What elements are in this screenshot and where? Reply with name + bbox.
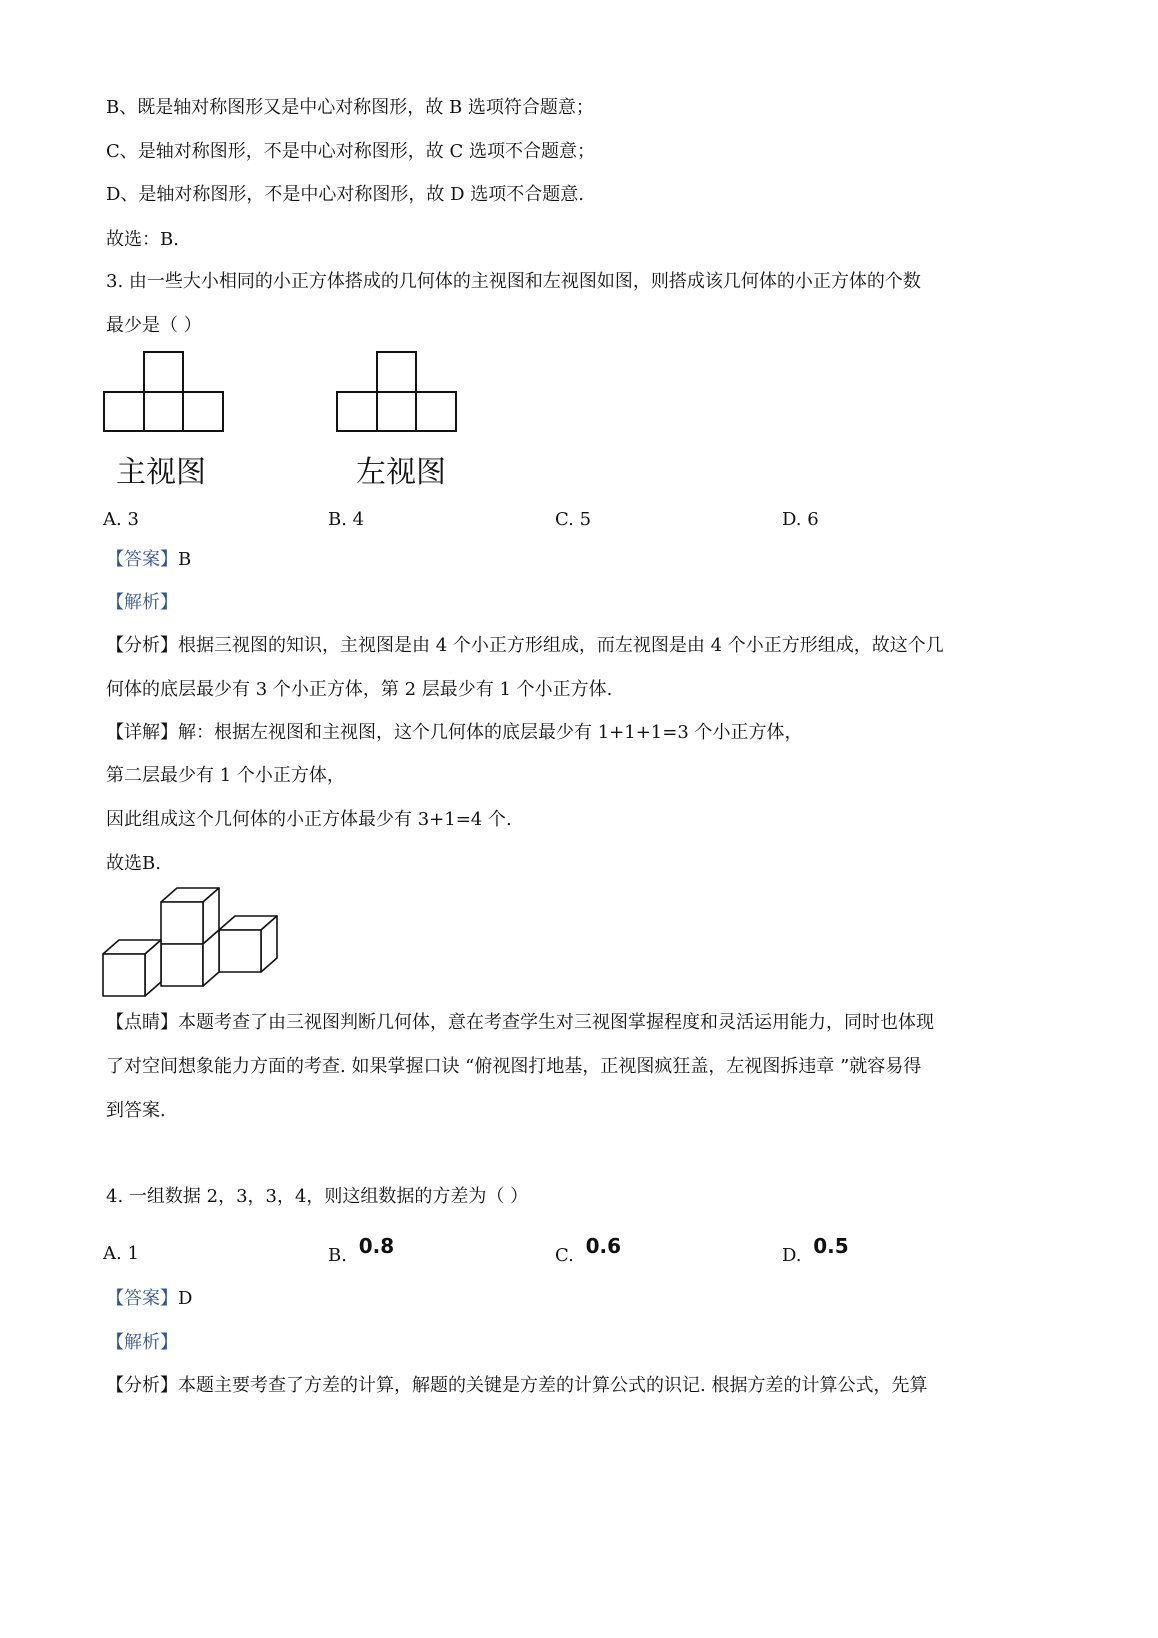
jiexi-tag: 【解析】 (106, 1332, 178, 1353)
q3-xiangjie-line1 (106, 721, 803, 745)
q3-xiangjie-line3: 因此组成这个几何体的小正方体最少有 3+1=4 个. (106, 809, 512, 830)
q2-option-b-explanation: B、既是轴对称图形又是中心对称图形，故 B 选项符合题意； (106, 97, 594, 118)
q3-option-a: A. 3 (103, 509, 139, 530)
q3-stem-line1: 3. 由一些大小相同的小正方体搭成的几何体的主视图和左视图如图，则搭成该几何体的小正方体的个数 (106, 271, 921, 292)
q2-option-d-explanation: D、是轴对称图形，不是中心对称图形，故 D 选项不合题意. (106, 184, 585, 205)
dianjing-tag: 【点睛】 (106, 1012, 178, 1033)
q3-option-b: B. 4 (328, 509, 365, 530)
front-view-figure (103, 351, 225, 433)
q2-conclusion: 故选：B. (106, 229, 179, 250)
q3-jiexi-line (106, 591, 178, 615)
xiangjie-tag: 【详解】 (106, 722, 178, 743)
q2-option-c-explanation: C、是轴对称图形，不是中心对称图形，故 C 选项不合题意； (106, 141, 595, 162)
q4-stem: 4. 一组数据 2，3，3，4，则这组数据的方差为（ ） (106, 1186, 529, 1207)
q3-dianjing-line3: 到答案. (106, 1100, 166, 1121)
answer-tag: 【答案】 (106, 1288, 178, 1309)
q3-dianjing-line1 (106, 1011, 934, 1035)
q4-option-c-label: C. (555, 1245, 574, 1266)
q4-option-c-value: 0.6 (585, 1234, 622, 1258)
fenxi-tag: 【分析】 (106, 635, 178, 656)
q3-dianjing-line2: 了对空间想象能力方面的考查. 如果掌握口诀 “俯视图打地基，正视图疯狂盖，左视图拆违章 ”就容易得 (106, 1056, 922, 1077)
q3-stem-line2: 最少是（ ） (106, 315, 202, 336)
q4-option-b-label: B. (328, 1245, 347, 1266)
fenxi-text: 本题主要考查了方差的计算，解题的关键是方差的计算公式的识记. 根据方差的计算公式，先算 (178, 1375, 928, 1396)
q4-option-b-value: 0.8 (358, 1234, 395, 1258)
q3-fenxi-line2: 何体的底层最少有 3 个小正方体，第 2 层最少有 1 个小正方体. (106, 679, 613, 700)
q3-option-c: C. 5 (555, 509, 592, 530)
q4-option-c (555, 1234, 622, 1268)
fenxi-text: 根据三视图的知识，主视图是由 4 个小正方形组成，而左视图是由 4 个小正方形组成，故这个几 (178, 635, 944, 656)
front-view-caption: 主视图 (116, 455, 206, 490)
q4-option-b (328, 1234, 395, 1268)
q4-jiexi-line (106, 1331, 178, 1355)
cubes-3d-figure (101, 886, 283, 996)
q3-fenxi-line1 (106, 634, 944, 658)
q3-option-d: D. 6 (782, 509, 819, 530)
left-view-caption: 左视图 (356, 455, 446, 490)
q3-xiangjie-line4: 故选B. (106, 853, 161, 874)
q4-answer-line (106, 1287, 192, 1311)
fenxi-tag: 【分析】 (106, 1375, 178, 1396)
left-view-figure (336, 351, 458, 433)
q3-answer-line (106, 548, 191, 572)
dianjing-text: 本题考查了由三视图判断几何体，意在考查学生对三视图掌握程度和灵活运用能力，同时也体现 (178, 1012, 934, 1033)
xiangjie-text: 解：根据左视图和主视图，这个几何体的底层最少有 1+1+1=3 个小正方体， (178, 722, 803, 743)
q4-option-d (782, 1234, 849, 1268)
q4-option-a: A. 1 (103, 1243, 139, 1264)
q4-option-d-label: D. (782, 1245, 802, 1266)
answer-value: B (178, 549, 192, 570)
q3-xiangjie-line2: 第二层最少有 1 个小正方体， (106, 765, 345, 786)
q4-fenxi-line1 (106, 1374, 927, 1398)
jiexi-tag: 【解析】 (106, 592, 178, 613)
answer-value: D (178, 1288, 193, 1309)
q4-option-d-value: 0.5 (813, 1234, 849, 1258)
answer-tag: 【答案】 (106, 549, 178, 570)
